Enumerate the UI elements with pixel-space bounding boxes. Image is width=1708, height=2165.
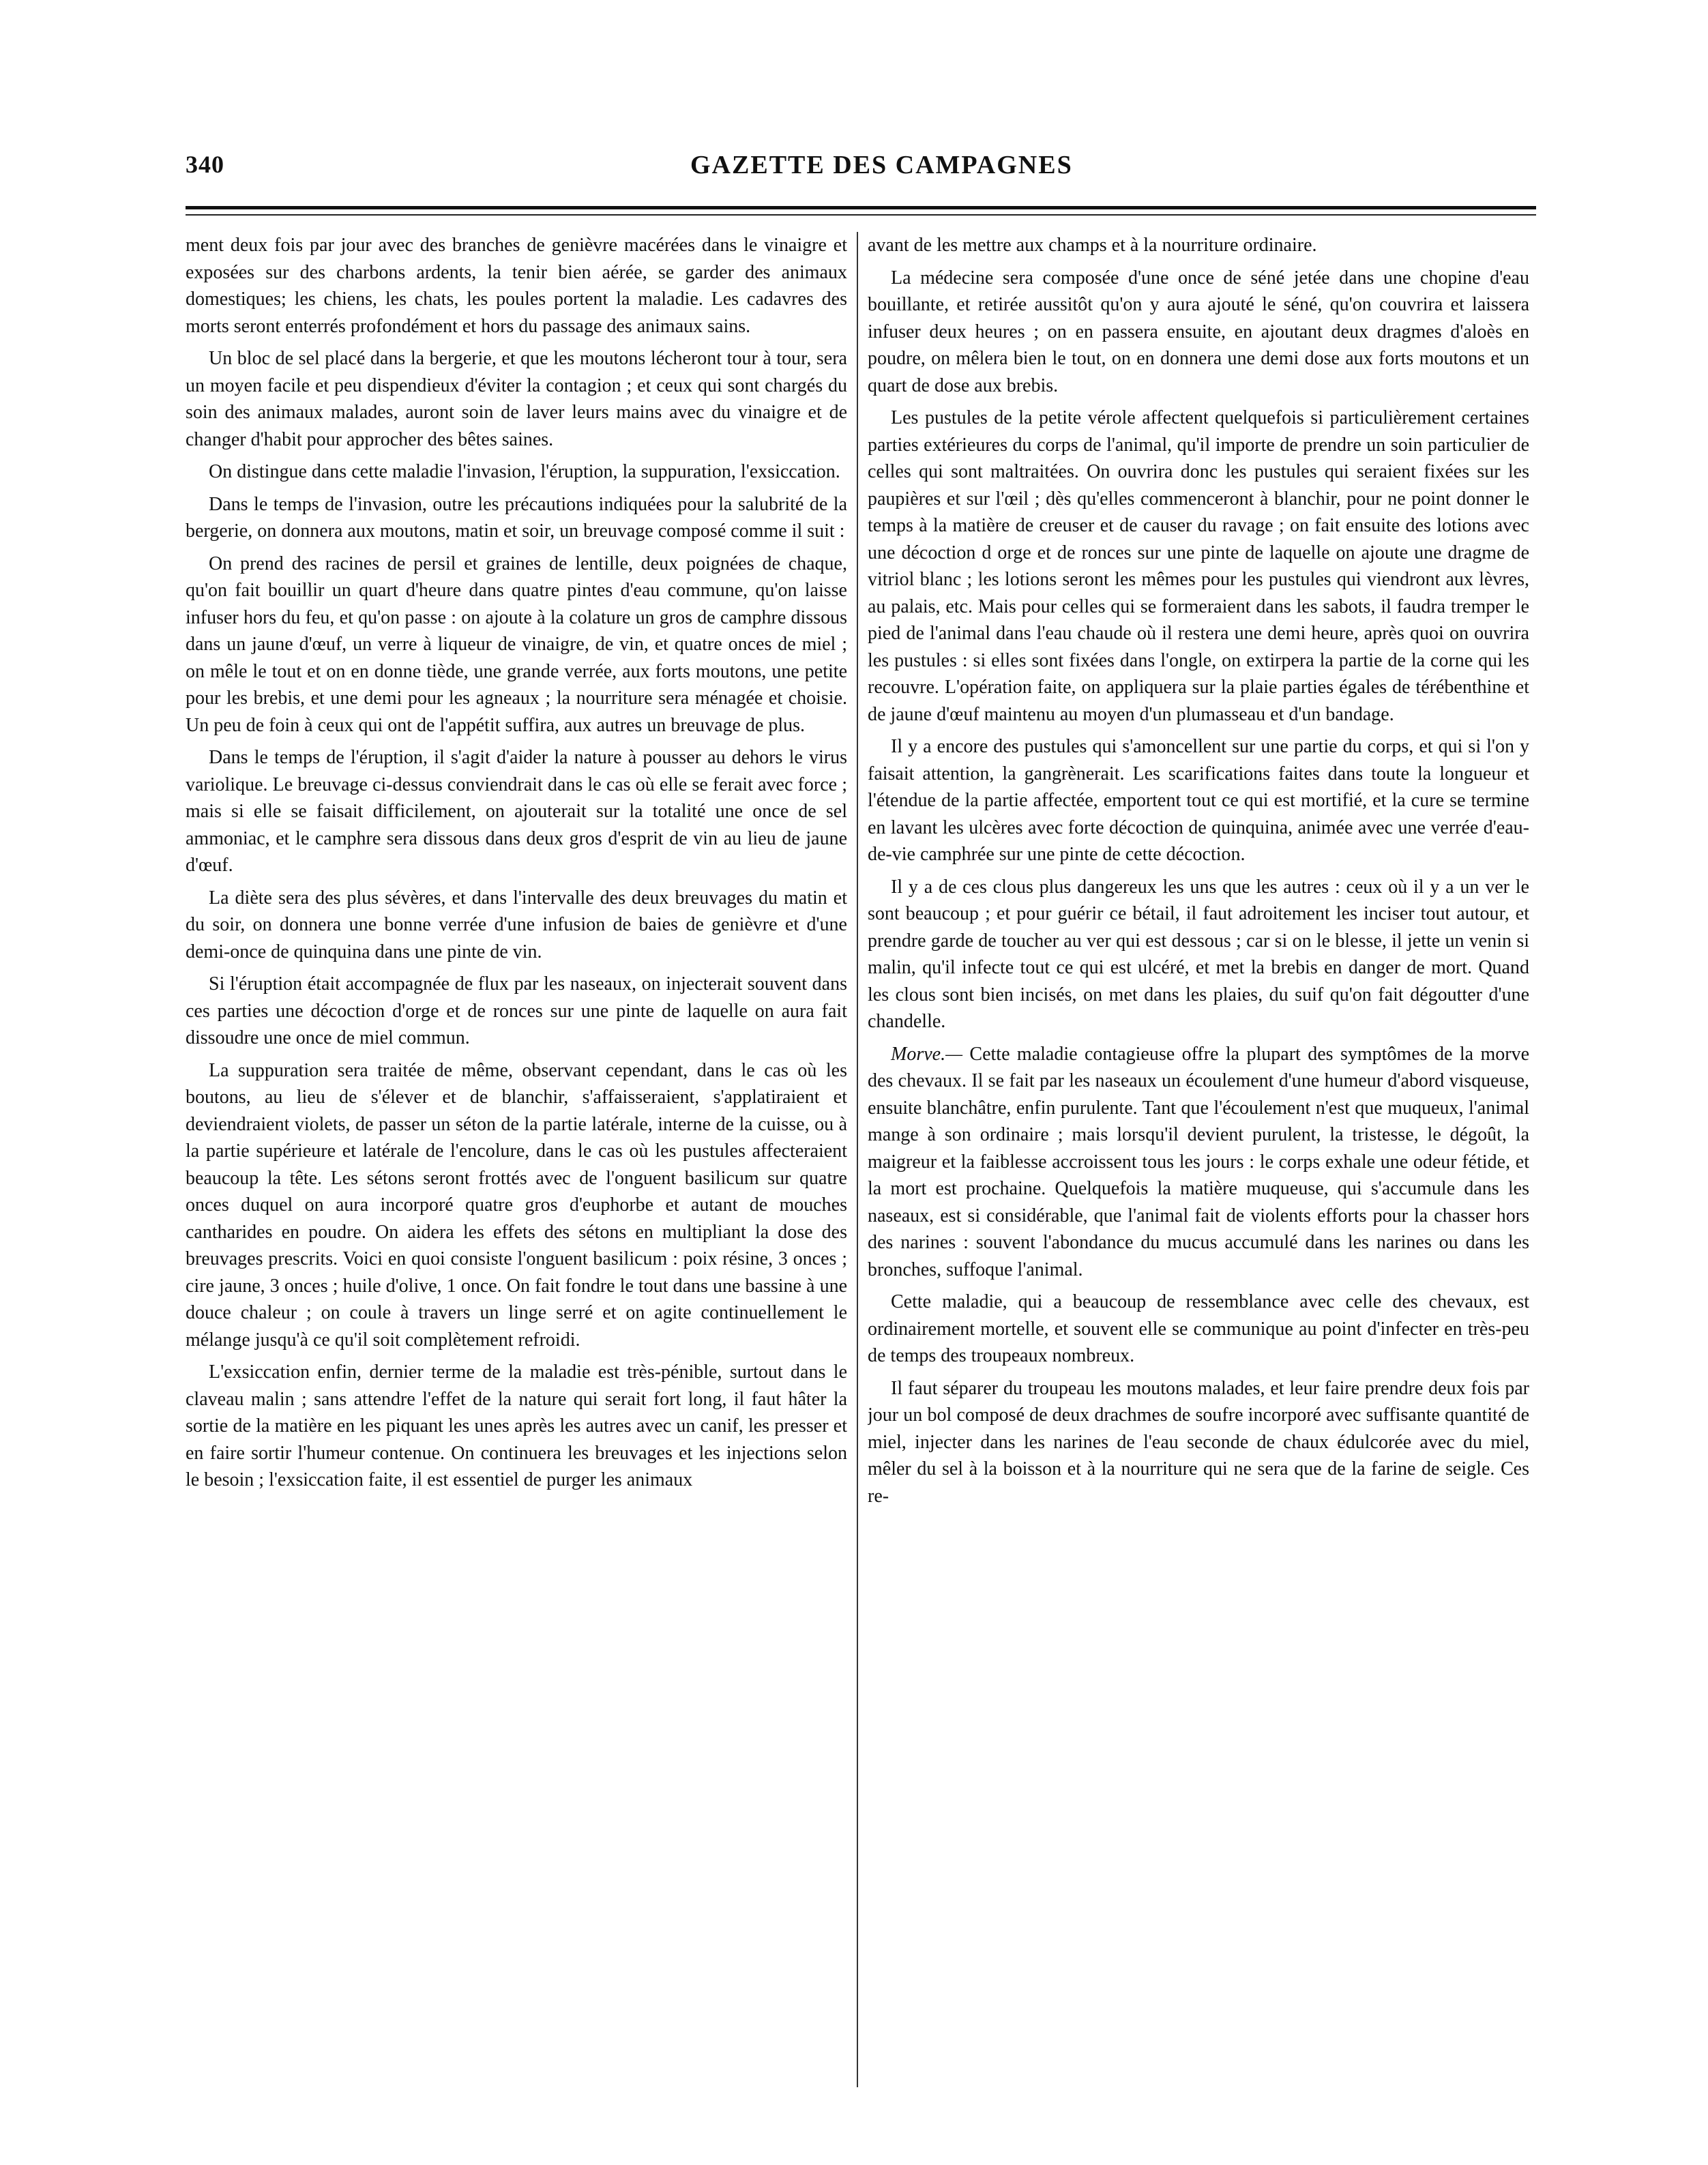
paragraph: Cette maladie, qui a beaucoup de ressemblance avec celle des chevaux, est ordinairement mortelle, et souvent elle se communique au point d'infecter en très-peu de temps des troupeaux nombreux.	[868, 1291, 1529, 1366]
paragraph-text: Cette maladie contagieuse offre la plupart des symptômes de la morve des chevaux. Il se fait par les naseaux un écoulement d'une humeur d'abord visqueuse, ensuite blanchâtre, enfin purulente. Tant que l'écoulement n'est que muqueux, l'animal mange à son ordinaire ; mais lorsqu'il devient purulent, la tristesse, le dégoût, la maigreur et la faiblesse accroissent tous les jours : le corps exhale une odeur fétide, et la mort est prochaine. Quelquefois la matière muqueuse, qui s'accumule dans les naseaux, est si considérable, que l'animal fait de violents efforts pour la chasser hors des narines : souvent l'abondance du mucus accumulé dans les narines ou dans les bronches, suffoque l'animal.	[868, 1043, 1529, 1280]
paragraph: Il faut séparer du troupeau les moutons malades, et leur faire prendre deux fois par jour un bol composé de deux drachmes de soufre incorporé avec suffisante quantité de miel, injecter dans les narines de l'eau seconde de chaux édulcorée avec du miel, mêler du sel à la boisson et à la nourriture qui ne sera que de la farine de seigle. Ces re-	[868, 1377, 1529, 1507]
paragraph: Un bloc de sel placé dans la bergerie, et que les moutons lécheront tour à tour, sera un moyen facile et peu dispendieux d'éviter la contagion ; et ceux qui sont chargés du soin des animaux malades, auront soin de laver leurs mains avec du vinaigre et de changer d'habit pour approcher des bêtes saines.	[186, 348, 847, 450]
header-rule	[186, 206, 1536, 209]
paragraph: avant de les mettre aux champs et à la nourriture ordinaire.	[868, 235, 1317, 256]
paragraph: ment deux fois par jour avec des branches de genièvre macérées dans le vinaigre et exposées sur des charbons ardents, la tenir bien aérée, se garder des animaux domestiques; les chiens, les chats, les poules portent la maladie. Les cadavres des morts seront enterrés profondément et hors du passage des animaux sains.	[186, 235, 847, 337]
paragraph: Dans le temps de l'éruption, il s'agit d'aider la nature à pousser au dehors le virus variolique. Le breuvage ci-dessus conviendrait dans le cas où elle se ferait avec force ; mais si elle se faisait difficilement, on ajouterait sur la totalité une once de sel ammoniac, et le camphre sera dissous dans deux gros d'esprit de vin au lieu de jaune d'œuf.	[186, 747, 847, 876]
paragraph: Il y a encore des pustules qui s'amoncellent sur une partie du corps, et qui si l'on y faisait attention, la gangrènerait. Les scarifications faites dans toute la longueur et l'étendue de la partie affectée, emportent tout ce qui est mortifié, et la cure se termine en lavant les ulcères avec forte décoction de quinquina, animée avec une verrée d'eau-de-vie camphrée sur une pinte de cette décoction.	[868, 736, 1529, 865]
paragraph: Dans le temps de l'invasion, outre les précautions indiquées pour la salubrité de la bergerie, on donnera aux moutons, matin et soir, un breuvage composé comme il suit :	[186, 493, 847, 542]
running-title: GAZETTE DES CAMPAGNES	[690, 151, 1073, 179]
section-paragraph-morve	[868, 1041, 1529, 1284]
paragraph: Si l'éruption était accompagnée de flux par les naseaux, on injecterait souvent dans ces parties une décoction d'orge et de ronces sur une pinte de laquelle on aura fait dissoudre une once de miel commun.	[186, 973, 847, 1048]
paragraph: On distingue dans cette maladie l'invasion, l'éruption, la suppuration, l'exsiccation.	[209, 461, 840, 482]
paragraph: Les pustules de la petite vérole affectent quelquefois si particulièrement certaines parties extérieures du corps de l'animal, qu'il importe de prendre un soin particulier de celles qui sont maltraitées. On ouvrira donc les pustules qui seraient fixées sur les paupières et sur l'œil ; dès qu'elles commenceront à blanchir, pour ne point donner le temps à la matière de creuser et de causer du ravage ; on fait ensuite des lotions avec une décoction d orge et de ronces sur une pinte de laquelle on ajoute une dragme de vitriol blanc ; les lotions seront les mêmes pour les pustules qui viendront aux lèvres, au palais, etc. Mais pour celles qui se formeraient dans les sabots, il faudra tremper le pied de l'animal dans l'eau chaude où il restera une demi heure, après quoi on ouvrira les pustules : si elles sont fixées dans l'ongle, on extirpera la partie de la corne qui les recouvre. L'opération faite, on appliquera sur la plaie parties égales de térébenthine et de jaune d'œuf maintenu au moyen d'un plumasseau et d'un bandage.	[868, 407, 1529, 725]
paragraph: Il y a de ces clous plus dangereux les uns que les autres : ceux où il y a un ver le sont beaucoup ; et pour guérir ce bétail, il faut adroitement les inciser tout autour, et prendre garde de toucher au ver qui est dessous ; car si on le blesse, il jette un venin si malin, qu'il infecte tout ce qui est ulcéré, et met la brebis en danger de mort. Quand les clous sont bien incisés, on met dans les plaies, du suif qu'on fait dégoutter d'une chandelle.	[868, 876, 1529, 1032]
column-divider	[857, 232, 858, 2087]
paragraph: La médecine sera composée d'une once de séné jetée dans une chopine d'eau bouillante, et retirée aussitôt qu'on y aura ajouté le séné, qu'on couvrira et laissera infuser deux heures ; on en passera ensuite, en ajoutant deux dragmes d'aloès en poudre, on mêlera bien le tout, on en donnera une demi dose aux forts moutons et un quart de dose aux brebis.	[868, 267, 1529, 396]
paragraph: La diète sera des plus sévères, et dans l'intervalle des deux breuvages du matin et du soir, on donnera une bonne verrée d'une infusion de baies de genièvre et d'une demi-once de quinquina dans une pinte de vin.	[186, 887, 847, 962]
section-heading-morve: Morve.—	[891, 1043, 962, 1065]
page-number: 340	[186, 151, 224, 178]
paragraph: L'exsiccation enfin, dernier terme de la maladie est très-pénible, surtout dans le claveau malin ; sans attendre l'effet de la nature qui serait fort long, il faut hâter la sortie de la matière en les piquant les unes après les autres avec un canif, les presser et en faire sortir l'humeur contenue. On continuera les breuvages et les injections selon le besoin ; l'exsiccation faite, il est essentiel de purger les animaux	[186, 1361, 847, 1490]
page-header	[186, 150, 1536, 191]
paragraph: On prend des racines de persil et graines de lentille, deux poignées de chaque, qu'on fait bouillir un quart d'heure dans quatre pintes d'eau commune, qu'on laisse infuser hors du feu, et qu'on passe : on ajoute à la colature un gros de camphre dissous dans un jaune d'œuf, un verre à liqueur de vinaigre, de vin, et quatre onces de miel ; on mêle le tout et on en donne tiède, une grande verrée, aux forts moutons, une petite pour les brebis, et une demi pour les agneaux ; la nourriture sera ménagée et choisie. Un peu de foin à ceux qui ont de l'appétit suffira, aux autres un breuvage de plus.	[186, 553, 847, 736]
paragraph: La suppuration sera traitée de même, observant cependant, dans le cas où les boutons, au lieu de s'élever et de blanchir, s'affaisseraient, s'applatiraient et deviendraient violets, de passer un séton de la partie latérale, interne de la cuisse, ou à la partie supérieure et latérale de l'encolure, dans le cas où les pustules affecteraient beaucoup la tête. Les sétons seront frottés avec de l'onguent basilicum sur quatre onces duquel on aura incorporé quatre gros d'euphorbe et autant de mouches cantharides en poudre. On aidera les effets des sétons en multipliant la dose des breuvages prescrits. Voici en quoi consiste l'onguent basilicum : poix résine, 3 onces ; cire jaune, 3 onces ; huile d'olive, 1 once. On fait fondre le tout dans une bassine à une douce chaleur ; on coule à travers un linge serré et on agite continuellement le mélange jusqu'à ce qu'il soit complètement refroidi.	[186, 1059, 847, 1351]
header-rule-thin	[186, 214, 1536, 216]
right-column	[868, 232, 1529, 2115]
left-column	[186, 232, 847, 2115]
